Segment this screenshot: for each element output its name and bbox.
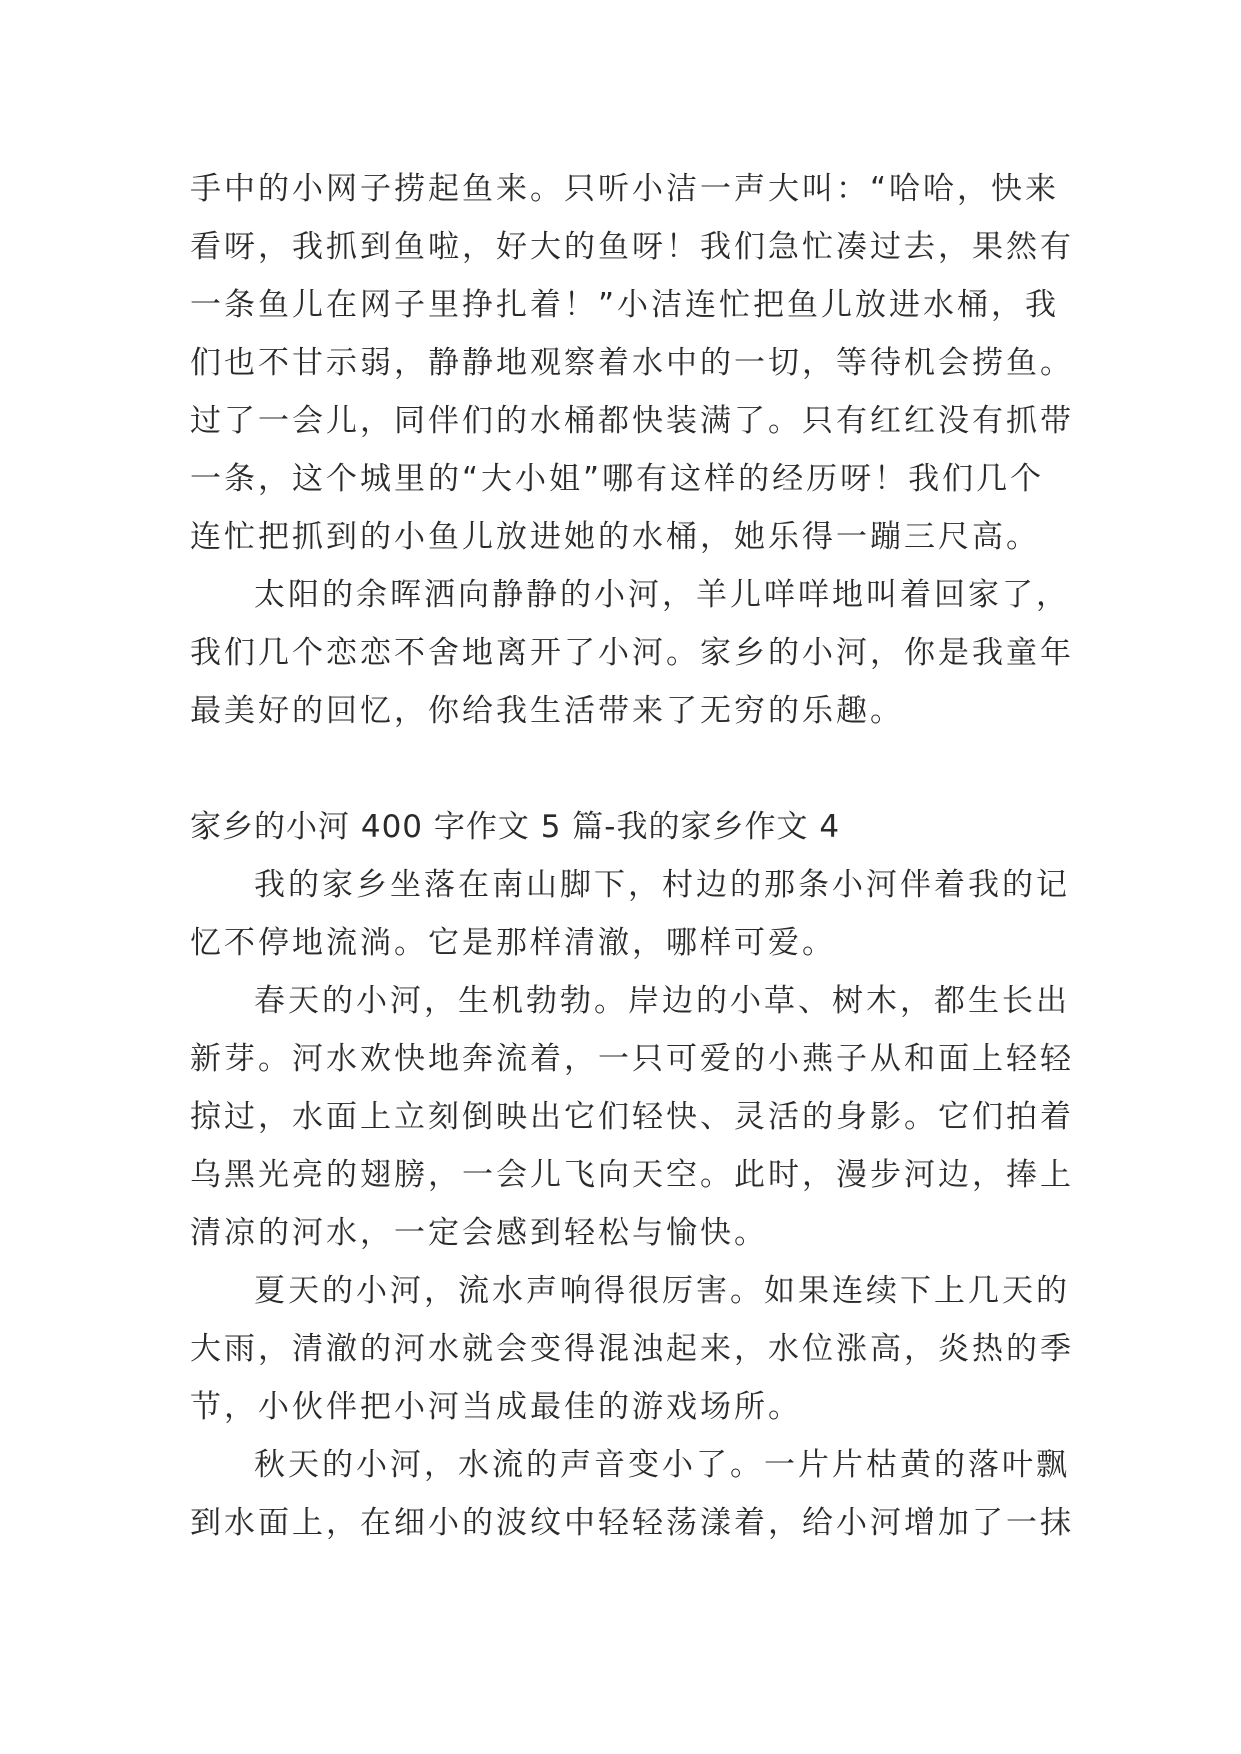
- document-body: [190, 160, 1074, 1552]
- text-line: 我的家乡坐落在南山脚下，村边的那条小河伴着我的记: [254, 867, 1070, 903]
- text-line: 掠过，水面上立刻倒映出它们轻快、灵活的身影。它们拍着: [190, 1099, 1074, 1135]
- text-line: 忆不停地流淌。它是那样清澈，哪样可爱。: [190, 925, 836, 961]
- text-line: 我们几个恋恋不舍地离开了小河。家乡的小河，你是我童年: [190, 635, 1074, 671]
- text-line: 夏天的小河，流水声响得很厉害。如果连续下上几天的: [254, 1273, 1070, 1309]
- text-line: 过了一会儿，同伴们的水桶都快装满了。只有红红没有抓带: [190, 403, 1074, 439]
- text-line: 清凉的河水，一定会感到轻松与愉快。: [190, 1215, 768, 1251]
- text-line: 一条鱼儿在网子里挣扎着！”小洁连忙把鱼儿放进水桶，我: [190, 287, 1060, 323]
- text-line: 看呀，我抓到鱼啦，好大的鱼呀！我们急忙凑过去，果然有: [190, 229, 1074, 265]
- paragraph-intro: [190, 856, 1070, 972]
- text-line: 一条，这个城里的“大小姐”哪有这样的经历呀！我们几个: [190, 461, 1045, 497]
- text-line: 们也不甘示弱，静静地观察着水中的一切，等待机会捞鱼。: [190, 345, 1074, 381]
- text-line: 节，小伙伴把小河当成最佳的游戏场所。: [190, 1389, 802, 1425]
- paragraph-gap: [190, 740, 1070, 798]
- text-line: 秋天的小河，水流的声音变小了。一片片枯黄的落叶飘: [254, 1447, 1070, 1483]
- text-line: 最美好的回忆，你给我生活带来了无穷的乐趣。: [190, 693, 904, 729]
- paragraph-summer: [190, 1262, 1074, 1436]
- text-line: 新芽。河水欢快地奔流着，一只可爱的小燕子从和面上轻轻: [190, 1041, 1074, 1077]
- text-line: 乌黑光亮的翅膀，一会儿飞向天空。此时，漫步河边，捧上: [190, 1157, 1074, 1193]
- essay-heading: [190, 798, 1070, 856]
- paragraph-sunset: [190, 566, 1074, 740]
- text-line: 春天的小河，生机勃勃。岸边的小草、树木，都生长出: [254, 983, 1070, 1019]
- text-line: 连忙把抓到的小鱼儿放进她的水桶，她乐得一蹦三尺高。: [190, 519, 1040, 555]
- text-line: 到水面上，在细小的波纹中轻轻荡漾着，给小河增加了一抹: [190, 1505, 1074, 1541]
- text-line: 手中的小网子捞起鱼来。只听小洁一声大叫：“哈哈，快来: [190, 171, 1060, 207]
- paragraph-fishing: [190, 160, 1074, 566]
- paragraph-spring: [190, 972, 1074, 1262]
- text-line: 大雨，清澈的河水就会变得混浊起来，水位涨高，炎热的季: [190, 1331, 1074, 1367]
- text-line: 太阳的余晖洒向静静的小河，羊儿咩咩地叫着回家了，: [254, 577, 1070, 613]
- paragraph-autumn: [190, 1436, 1074, 1552]
- heading-text: 家乡的小河 400 字作文 5 篇-我的家乡作文 4: [190, 809, 841, 845]
